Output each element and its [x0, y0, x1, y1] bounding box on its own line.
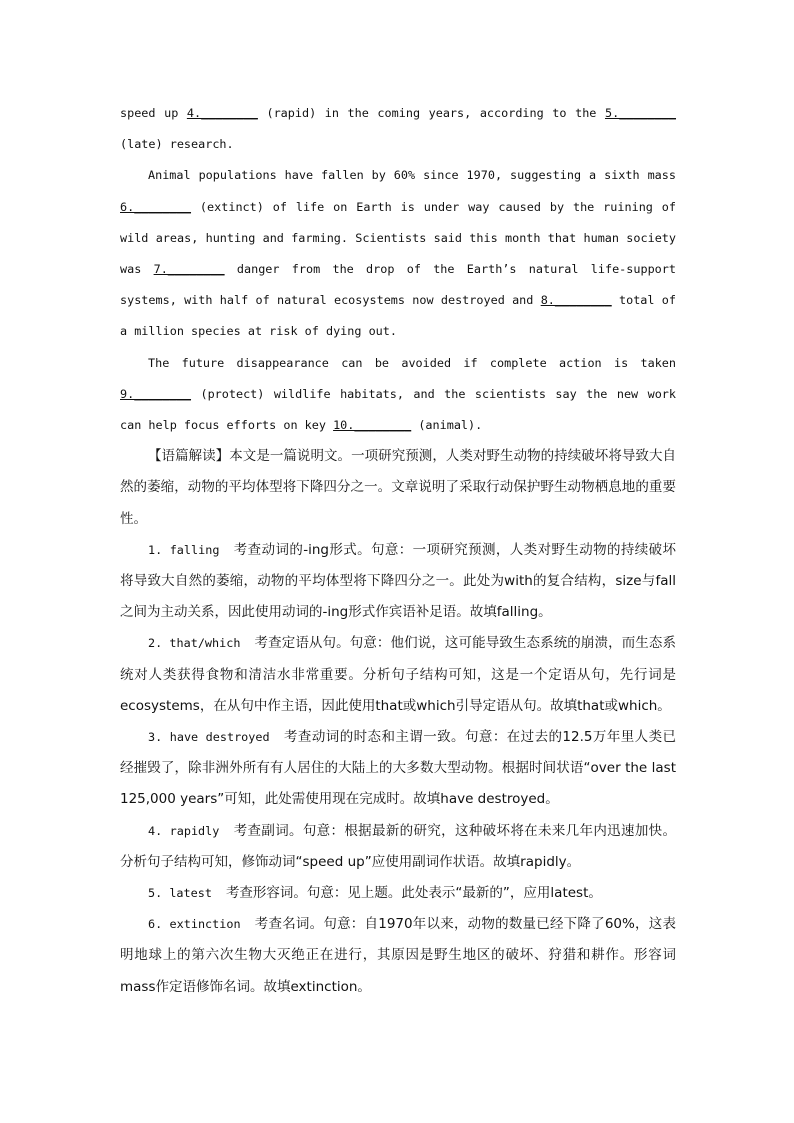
answer-item — [120, 816, 676, 878]
answer-blank: 4.________ — [186, 106, 258, 120]
answer-blank: 5.________ — [604, 106, 677, 120]
answer-number: 6. — [148, 917, 170, 932]
document-page — [120, 98, 676, 1003]
answer-blank: 6.________ — [120, 199, 192, 214]
passage-paragraph-2 — [120, 160, 676, 347]
answer-number: 2. — [148, 636, 170, 651]
answer-item — [120, 878, 676, 909]
answer-word: that/which — [169, 636, 241, 651]
answer-number: 3. — [148, 730, 170, 745]
answer-word: falling — [169, 542, 220, 557]
answer-blank: 7.________ — [153, 262, 225, 277]
passage-paragraph-3 — [120, 348, 676, 442]
answer-number: 1. — [148, 542, 170, 557]
answer-item — [120, 909, 676, 1003]
passage-text: (protect) wildlife habitats, and the scientists say the new work can help focus efforts on key — [120, 386, 676, 433]
passage-text: The future disappearance can be avoided if complete action is taken — [148, 355, 676, 370]
answer-word: extinction — [169, 917, 241, 932]
answer-word: rapidly — [169, 823, 220, 838]
answer-explanation: 考查动词的-ing形式。句意：一项研究预测，人类对野生动物的持续破坏将导致大自然的萎缩，动物的平均体型将下降四分之一。此处为with的复合结构，size与fall之间为主动关系，因此使用动词的-ing形式作宾语补足语。故填falling。 — [120, 541, 677, 621]
answer-explanation: 考查名词。句意：自1970年以来，动物的数量已经下降了60%，这表明地球上的第六次生物大灭绝正在进行，其原因是野生地区的破坏、狩猎和耕作。形容词mass作定语修饰名词。故填extinction。 — [120, 916, 676, 995]
passage-text: (rapid) in the coming years, according to the — [257, 106, 605, 120]
answer-number: 5. — [148, 886, 170, 901]
passage-text: (late) research. — [120, 137, 234, 152]
passage-text: (animal). — [411, 418, 483, 433]
answer-explanation: 考查定语从句。句意：他们说，这可能导致生态系统的崩溃，而生态系统对人类获得食物和清洁水非常重要。分析句子结构可知，这是一个定语从句，先行词是ecosystems，在从句中作主语，因此使用that或which引导定语从句。故填that或which。 — [120, 635, 676, 714]
answer-blank: 8.________ — [540, 293, 612, 308]
answer-word: latest — [169, 886, 212, 901]
answer-explanation: 考查形容词。句意：见上题。此处表示“最新的”，应用latest。 — [225, 885, 602, 902]
answer-item — [120, 535, 676, 629]
analysis — [120, 441, 676, 1003]
answer-number: 4. — [148, 823, 170, 838]
answer-item — [120, 628, 676, 722]
passage-text: total of a million species at risk of dying out. — [120, 293, 677, 339]
answer-explanation: 考查副词。句意：根据最新的研究，这种破坏将在未来几年内迅速加快。分析句子结构可知，修饰动词“speed up”应使用副词作状语。故填rapidly。 — [120, 822, 676, 870]
answer-word: have destroyed — [169, 730, 270, 745]
passage-text: (extinct) of life on Earth is under way caused by the ruining of wild areas, hunting and farming. Scientists said this month that human society was — [120, 199, 676, 277]
passage-text: speed up — [120, 106, 187, 120]
answer-list — [120, 535, 676, 1003]
answer-item — [120, 722, 676, 816]
answer-explanation: 考查动词的时态和主谓一致。句意：在过去的12.5万年里人类已经摧毁了，除非洲外所有有人居住的大陆上的大多数大型动物。根据时间状语“over the last 125,000 years”可知，此处需使用现在完成时。故填have destroyed。 — [120, 729, 676, 808]
passage-paragraph-1 — [120, 98, 676, 160]
analysis-header: 【语篇解读】本文是一篇说明文。一项研究预测，人类对野生动物的持续破坏将导致大自然的萎缩，动物的平均体型将下降四分之一。文章说明了采取行动保护野生动物栖息地的重要性。 — [120, 448, 676, 527]
passage — [120, 98, 676, 441]
passage-text: danger from the drop of the Earth’s natural life-support systems, with half of natural ecosystems now destroyed and — [120, 262, 676, 308]
answer-blank: 10.________ — [333, 418, 412, 433]
answer-blank: 9.________ — [120, 386, 192, 401]
passage-text: Animal populations have fallen by 60% since 1970, suggesting a sixth mass — [148, 168, 676, 183]
